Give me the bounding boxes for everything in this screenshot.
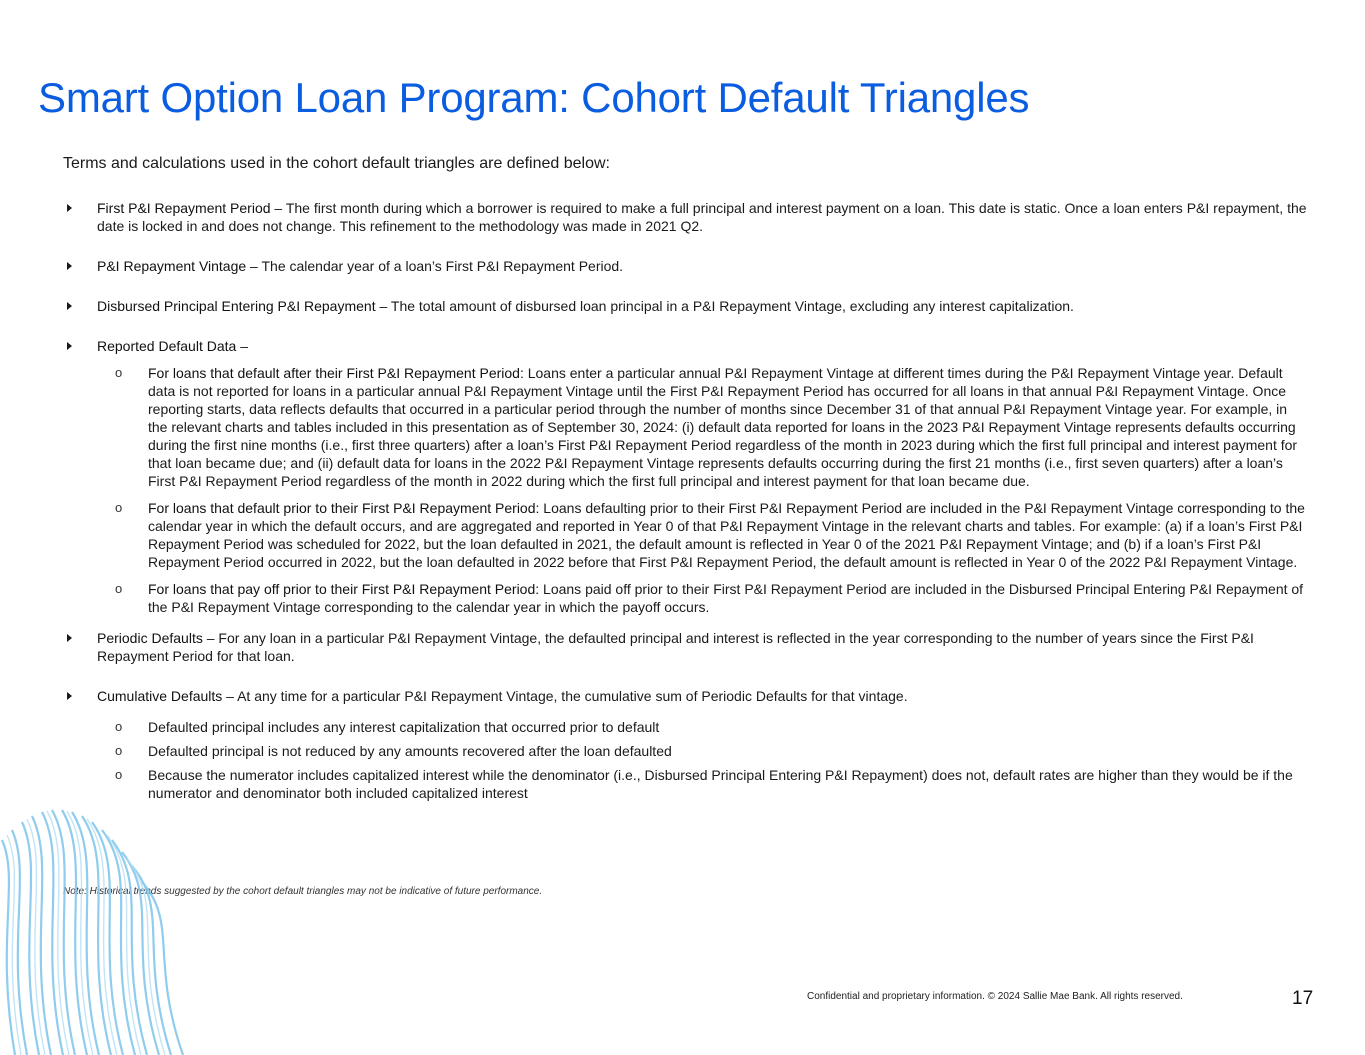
definition-term: Periodic Defaults	[97, 630, 203, 646]
circle-bullet-icon: o	[115, 581, 123, 596]
bullet-arrow-icon	[67, 692, 72, 700]
subitem-cumulative-3	[63, 766, 1308, 802]
definition-periodic-defaults	[63, 629, 1308, 665]
definition-text: – The total amount of disbursed loan principal in a P&I Repayment Vintage, excluding any interest capitalization.	[375, 298, 1074, 314]
bullet-arrow-icon	[67, 204, 72, 212]
subitem-text: Loans paid off prior to their First P&I Repayment Period are included in the Disbursed Principal Entering P&I Repayment of the P&I Repayment Vintage corresponding to the calendar year in which the payoff occurs.	[148, 581, 1304, 615]
subitem-text: Defaulted principal is not reduced by any amounts recovered after the loan defaulted	[148, 743, 672, 759]
subitem-term: For loans that pay off prior to their First P&I Repayment Period:	[148, 581, 540, 597]
subitem-text: Loans enter a particular annual P&I Repayment Vintage at different times during the P&I Repayment Vintage year. Default data is not reported for loans in a particular annual P&I Repayment Vintage until the First P&I Repayment Period has occurred for all loans in that annual P&I Repayment Vintage. Once reporting starts, data reflects defaults that occurred in a particular period through the number of months since December 31 of that annual P&I Repayment Vintage year. For example, in the relevant charts and tables included in this presentation as of September 30, 2024: (i) default data reported for loans in the 2023 P&I Repayment Vintage represents defaults occurring during the first nine months (i.e., first three quarters) after a loan’s First P&I Repayment Period regardless of the month in 2023 during which the first full principal and interest payment for that loan became due; and (ii) default data for loans in the 2022 P&I Repayment Vintage represents defaults occurring during the first 21 months (i.e., first seven quarters) after a loan’s First P&I Repayment Period regardless of the month in 2022 during which the first full principal and interest payment for that loan became due.	[148, 365, 1298, 489]
definition-cumulative-defaults	[63, 687, 1308, 705]
bullet-arrow-icon	[67, 634, 72, 642]
footnote: Note: Historical trends suggested by the cohort default triangles may not be indicative of future performance.	[63, 886, 543, 897]
subitem-text: Loans defaulting prior to their First P&I Repayment Period are included in the P&I Repayment Vintage corresponding to the calendar year in which the default occurs, and are aggregated and reported in Year 0 of that P&I Repayment Vintage in the relevant charts and tables. For example: (a) if a loan’s First P&I Repayment Period was scheduled for 2022, but the loan defaulted in 2021, the default amount is reflected in Year 0 of the 2021 P&I Repayment Vintage; and (b) if a loan’s First P&I Repayment Period occurred in 2022, but the loan defaulted in 2022 before that First P&I Repayment Period, the default amount is reflected in Year 0 of the 2022 P&I Repayment Vintage.	[148, 500, 1305, 570]
subitem-default-after	[63, 364, 1308, 490]
decorative-wave-graphic	[0, 800, 200, 1055]
circle-bullet-icon: o	[115, 500, 123, 515]
definition-text: – For any loan in a particular P&I Repayment Vintage, the defaulted principal and interest is reflected in the year corresponding to the number of years since the First P&I Repayment Period for that loan.	[97, 630, 1254, 664]
page-number: 17	[1292, 988, 1314, 1009]
definition-text: – The calendar year of a loan’s First P&I Repayment Period.	[246, 258, 624, 274]
definition-text: –	[236, 338, 248, 354]
definition-text: – The first month during which a borrower is required to make a full principal and interest payment on a loan. This date is static. Once a loan enters P&I repayment, the date is locked in and does not change. This refinement to the methodology was made in 2021 Q2.	[97, 200, 1307, 234]
definition-term: Disbursed Principal Entering P&I Repayment	[97, 298, 376, 314]
bullet-arrow-icon	[67, 262, 72, 270]
definitions-list	[63, 199, 1308, 802]
definition-term: First P&I Repayment Period	[97, 200, 271, 216]
subitem-term: For loans that default prior to their First P&I Repayment Period:	[148, 500, 540, 516]
circle-bullet-icon: o	[115, 719, 123, 734]
page-title: Smart Option Loan Program: Cohort Default Triangles	[38, 74, 1030, 121]
circle-bullet-icon: o	[115, 767, 123, 782]
definition-reported-default-data	[63, 337, 1308, 355]
definition-term: Cumulative Defaults	[97, 688, 223, 704]
bullet-arrow-icon	[67, 302, 72, 310]
bullet-arrow-icon	[67, 342, 72, 350]
subitem-text: Defaulted principal includes any interest capitalization that occurred prior to default	[148, 719, 660, 735]
subitem-default-prior	[63, 499, 1308, 571]
definition-first-pi-repayment-period	[63, 199, 1308, 235]
subitem-cumulative-2	[63, 742, 1308, 760]
circle-bullet-icon: o	[115, 743, 123, 758]
definition-term: P&I Repayment Vintage	[97, 258, 247, 274]
definition-pi-repayment-vintage	[63, 257, 1308, 275]
definition-disbursed-principal	[63, 297, 1308, 315]
page-subtitle: Terms and calculations used in the cohort default triangles are defined below:	[63, 155, 610, 172]
footer-confidential: Confidential and proprietary information. © 2024 Sallie Mae Bank. All rights reserved.	[807, 991, 1183, 1002]
subitem-cumulative-1	[63, 718, 1308, 736]
definition-term: Reported Default Data	[97, 338, 237, 354]
subitem-term: For loans that default after their First P&I Repayment Period:	[148, 365, 524, 381]
definition-text: – At any time for a particular P&I Repayment Vintage, the cumulative sum of Periodic Defaults for that vintage.	[222, 688, 908, 704]
subitem-pay-off-prior	[63, 580, 1308, 616]
subitem-text: Because the numerator includes capitalized interest while the denominator (i.e., Disbursed Principal Entering P&I Repayment) does not, default rates are higher than they would be if the numerator and denominator both included capitalized interest	[148, 767, 1293, 801]
circle-bullet-icon: o	[115, 365, 123, 380]
